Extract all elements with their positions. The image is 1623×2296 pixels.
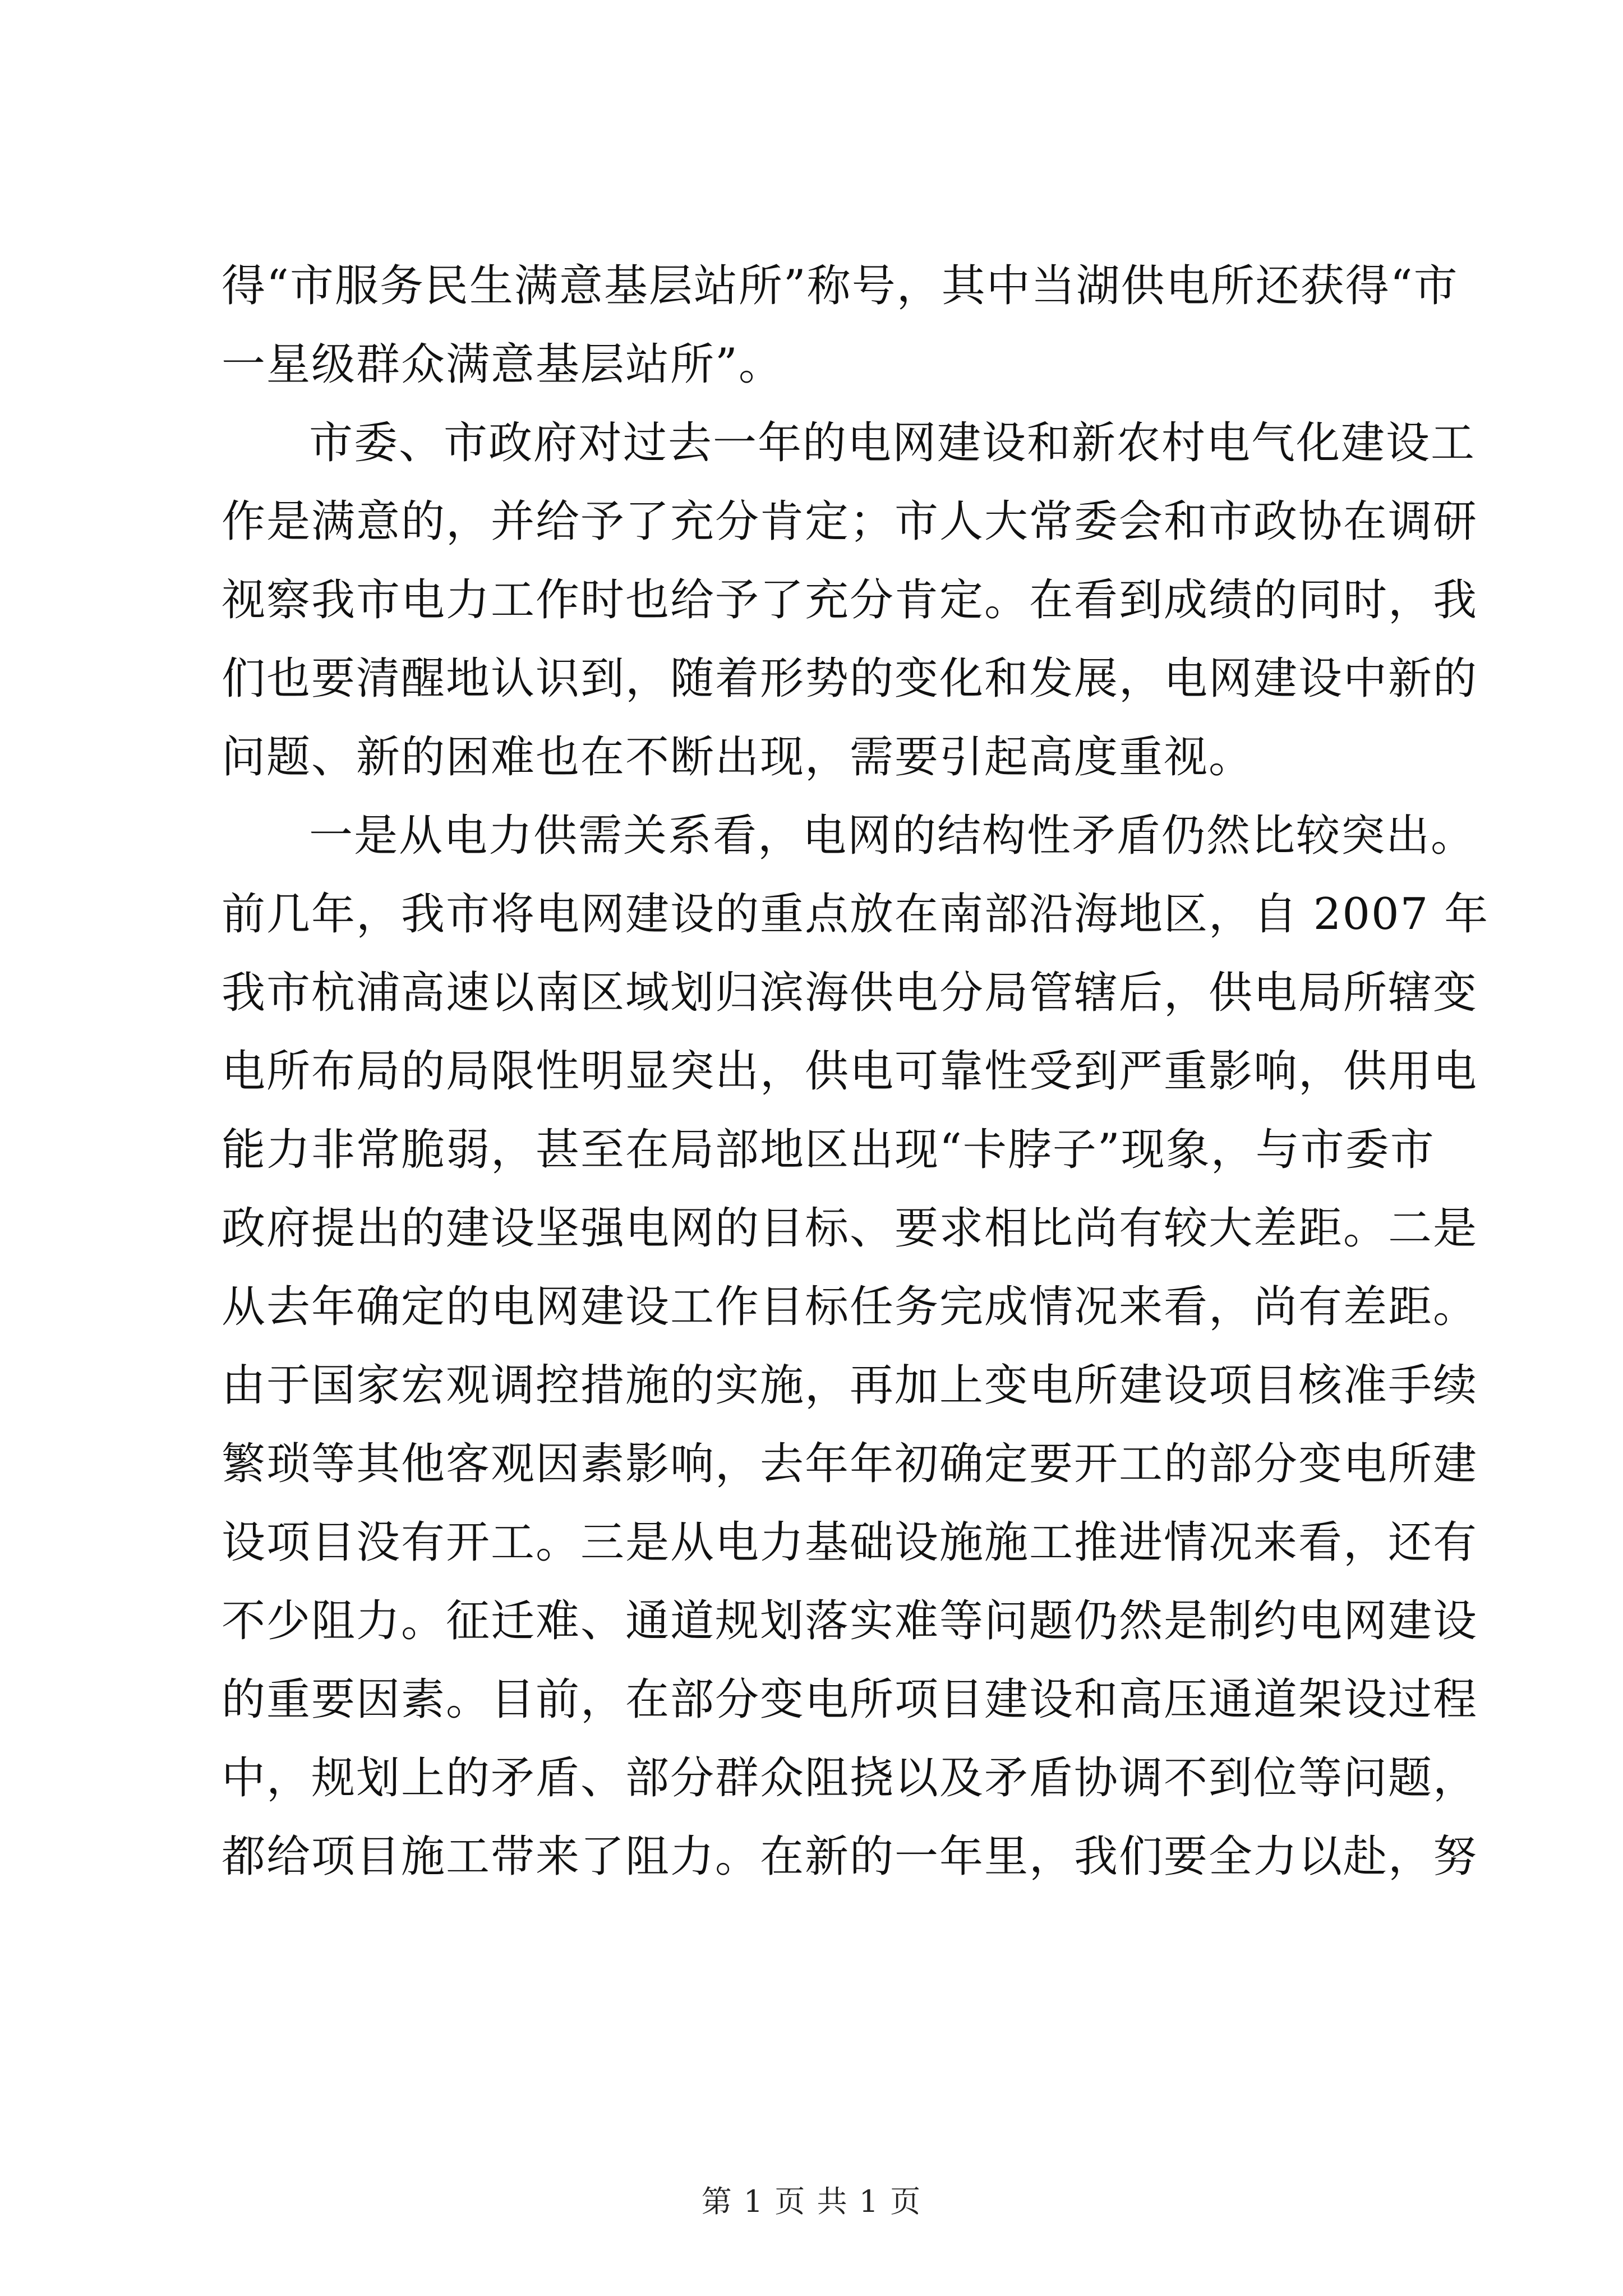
text-line: 一星级群众满意基层站所”。 — [222, 339, 783, 390]
page-footer: 第 1 页 共 1 页 — [701, 2184, 922, 2219]
text-line: 不少阻力。征迁难、通道规划落实难等问题仍然是制约电网建设 — [222, 1596, 1478, 1646]
text-line: 视察我市电力工作时也给予了充分肯定。在看到成绩的同时，我 — [222, 575, 1478, 625]
paragraph — [222, 797, 1490, 1896]
text-line: 的重要因素。目前，在部分变电所项目建设和高压通道架设过程 — [222, 1674, 1478, 1725]
text-line: 电所布局的局限性明显突出，供电可靠性受到严重影响，供用电 — [222, 1046, 1478, 1097]
document-body — [222, 247, 1490, 1896]
text-line: 设项目没有开工。三是从电力基础设施施工推进情况来看，还有 — [222, 1517, 1478, 1568]
text-line: 前几年，我市将电网建设的重点放在南部沿海地区，自 2007 年 — [222, 889, 1490, 940]
text-line: 政府提出的建设坚强电网的目标、要求相比尚有较大差距。二是 — [222, 1203, 1478, 1254]
text-line: 中，规划上的矛盾、部分群众阻挠以及矛盾协调不到位等问题， — [222, 1753, 1478, 1803]
text-line: 我市杭浦高速以南区域划归滨海供电分局管辖后，供电局所辖变 — [222, 968, 1478, 1018]
text-line: 们也要清醒地认识到，随着形势的变化和发展，电网建设中新的 — [222, 654, 1478, 704]
text-line: 问题、新的困难也在不断出现，需要引起高度重视。 — [222, 732, 1254, 783]
text-line: 一是从电力供需关系看，电网的结构性矛盾仍然比较突出。 — [309, 811, 1476, 861]
paragraph — [222, 247, 1459, 404]
text-line: 得“市服务民生满意基层站所”称号，其中当湖供电所还获得“市 — [222, 261, 1459, 311]
text-line: 作是满意的，并给予了充分肯定；市人大常委会和市政协在调研 — [222, 496, 1478, 547]
text-line: 能力非常脆弱，甚至在局部地区出现“卡脖子”现象，与市委市 — [222, 1125, 1435, 1175]
text-line: 都给项目施工带来了阻力。在新的一年里，我们要全力以赴，努 — [222, 1832, 1478, 1882]
text-line: 繁琐等其他客观因素影响，去年年初确定要开工的部分变电所建 — [222, 1439, 1478, 1489]
text-line: 从去年确定的电网建设工作目标任务完成情况来看，尚有差距。 — [222, 1282, 1478, 1332]
text-line: 由于国家宏观调控措施的实施，再加上变电所建设项目核准手续 — [222, 1360, 1478, 1411]
paragraph — [222, 404, 1478, 797]
text-line: 市委、市政府对过去一年的电网建设和新农村电气化建设工 — [309, 418, 1476, 468]
